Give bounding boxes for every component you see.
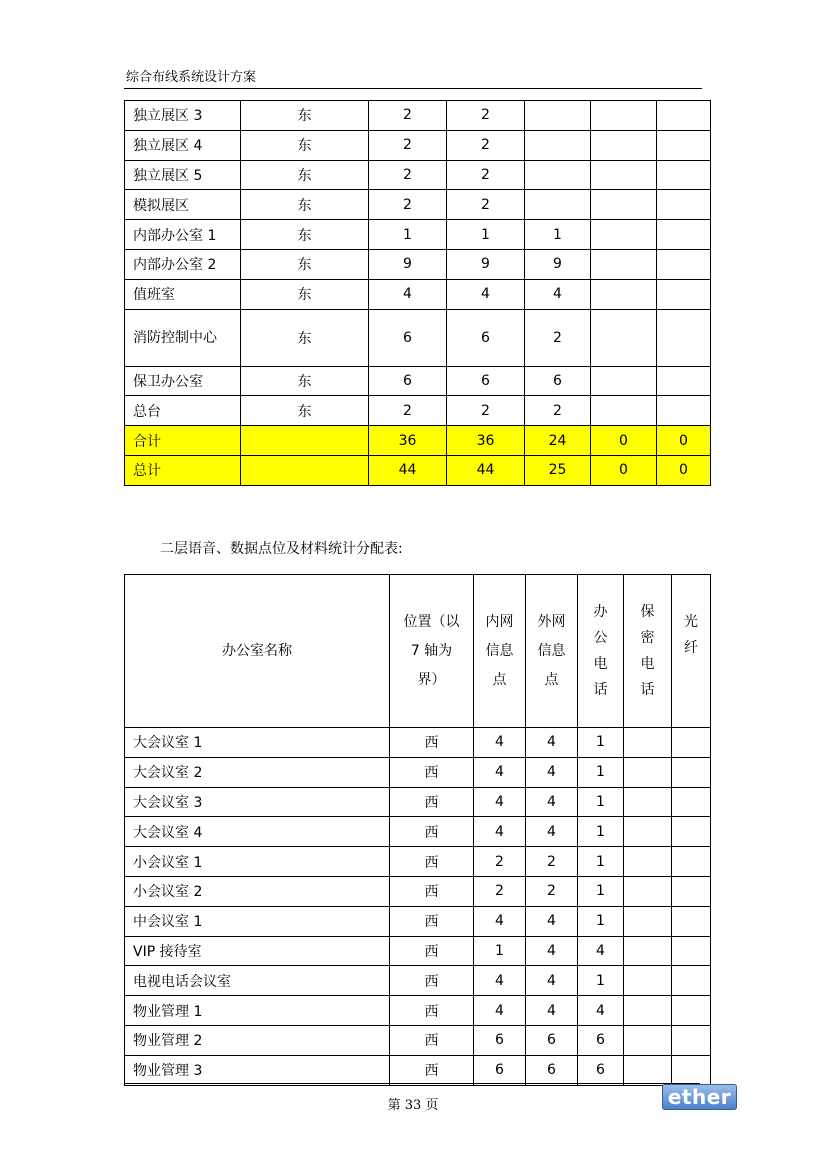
- value-cell: 4: [526, 817, 578, 847]
- row-label-cell: 独立展区 3: [125, 101, 241, 131]
- value-cell: 西: [390, 996, 474, 1026]
- table-row: [125, 160, 711, 190]
- value-cell: 1: [578, 787, 624, 817]
- table-row: [125, 757, 711, 787]
- row-label-cell: 物业管理 2: [125, 1025, 390, 1055]
- value-cell: [624, 787, 672, 817]
- value-cell: 西: [390, 1025, 474, 1055]
- value-cell: [657, 220, 711, 250]
- value-cell: [657, 190, 711, 220]
- value-cell: 1: [525, 220, 591, 250]
- value-cell: 6: [526, 1055, 578, 1085]
- table2-caption: 二层语音、数据点位及材料统计分配表:: [160, 541, 403, 557]
- table-row: [125, 817, 711, 847]
- value-cell: [672, 936, 711, 966]
- value-cell: [657, 396, 711, 426]
- row-label-cell: 模拟展区: [125, 190, 241, 220]
- value-cell: [591, 279, 657, 309]
- value-cell: 4: [525, 279, 591, 309]
- table-row: [125, 455, 711, 485]
- value-cell: 4: [526, 787, 578, 817]
- value-cell: 6: [369, 309, 447, 366]
- value-cell: 西: [390, 1055, 474, 1085]
- row-label-cell: 内部办公室 2: [125, 249, 241, 279]
- header-position: 位置（以 7 轴为 界）: [390, 575, 474, 728]
- value-cell: [624, 1055, 672, 1085]
- value-cell: 4: [578, 936, 624, 966]
- value-cell: 36: [369, 426, 447, 456]
- row-label-cell: 总台: [125, 396, 241, 426]
- value-cell: 1: [474, 936, 526, 966]
- value-cell: [672, 757, 711, 787]
- row-label-cell: 小会议室 1: [125, 847, 390, 877]
- value-cell: 东: [241, 309, 369, 366]
- value-cell: 2: [526, 876, 578, 906]
- value-cell: 4: [474, 728, 526, 758]
- row-label-cell: 独立展区 5: [125, 160, 241, 190]
- value-cell: [525, 130, 591, 160]
- value-cell: 1: [578, 906, 624, 936]
- value-cell: 东: [241, 279, 369, 309]
- value-cell: 西: [390, 906, 474, 936]
- value-cell: 6: [447, 366, 525, 396]
- table-row: [125, 220, 711, 250]
- value-cell: [624, 757, 672, 787]
- value-cell: [657, 279, 711, 309]
- value-cell: [591, 130, 657, 160]
- table-row: [125, 876, 711, 906]
- table-row: [125, 426, 711, 456]
- header-fiber: 光 纤: [672, 575, 711, 728]
- value-cell: [525, 101, 591, 131]
- value-cell: [241, 426, 369, 456]
- value-cell: [672, 966, 711, 996]
- value-cell: [624, 1025, 672, 1055]
- value-cell: [657, 101, 711, 131]
- row-label-cell: 物业管理 1: [125, 996, 390, 1026]
- value-cell: 36: [447, 426, 525, 456]
- value-cell: [591, 249, 657, 279]
- value-cell: [591, 160, 657, 190]
- floor1-points-table-continued: [124, 100, 711, 486]
- value-cell: 西: [390, 728, 474, 758]
- table-row: [125, 1025, 711, 1055]
- value-cell: [624, 728, 672, 758]
- value-cell: 4: [526, 996, 578, 1026]
- value-cell: [591, 366, 657, 396]
- row-label-cell: 物业管理 3: [125, 1055, 390, 1085]
- value-cell: 东: [241, 249, 369, 279]
- value-cell: 4: [526, 728, 578, 758]
- value-cell: 1: [578, 847, 624, 877]
- row-label-cell: VIP 接待室: [125, 936, 390, 966]
- value-cell: 4: [578, 996, 624, 1026]
- value-cell: 0: [657, 426, 711, 456]
- table-row: [125, 396, 711, 426]
- value-cell: 0: [591, 426, 657, 456]
- table-row: [125, 130, 711, 160]
- value-cell: 东: [241, 101, 369, 131]
- value-cell: 4: [369, 279, 447, 309]
- value-cell: [591, 309, 657, 366]
- value-cell: 2: [474, 847, 526, 877]
- value-cell: 1: [447, 220, 525, 250]
- value-cell: 6: [369, 366, 447, 396]
- row-label-cell: 值班室: [125, 279, 241, 309]
- value-cell: [657, 160, 711, 190]
- value-cell: 东: [241, 190, 369, 220]
- header-office-phone: 办 公 电 话: [578, 575, 624, 728]
- value-cell: 24: [525, 426, 591, 456]
- value-cell: 西: [390, 757, 474, 787]
- value-cell: 6: [578, 1055, 624, 1085]
- value-cell: 9: [369, 249, 447, 279]
- value-cell: 6: [525, 366, 591, 396]
- value-cell: [525, 190, 591, 220]
- value-cell: 44: [369, 455, 447, 485]
- value-cell: 0: [591, 455, 657, 485]
- value-cell: [591, 396, 657, 426]
- value-cell: [672, 817, 711, 847]
- value-cell: 25: [525, 455, 591, 485]
- value-cell: [624, 936, 672, 966]
- value-cell: 1: [578, 966, 624, 996]
- header-office-name: 办公室名称: [125, 575, 390, 728]
- value-cell: 2: [369, 160, 447, 190]
- value-cell: 2: [447, 396, 525, 426]
- value-cell: 6: [578, 1025, 624, 1055]
- value-cell: 2: [369, 101, 447, 131]
- row-label-cell: 电视电话会议室: [125, 966, 390, 996]
- value-cell: [591, 190, 657, 220]
- value-cell: 4: [526, 757, 578, 787]
- value-cell: [657, 309, 711, 366]
- value-cell: 9: [525, 249, 591, 279]
- row-label-cell: 消防控制中心: [125, 309, 241, 366]
- value-cell: [591, 101, 657, 131]
- value-cell: 1: [578, 817, 624, 847]
- row-label-cell: 保卫办公室: [125, 366, 241, 396]
- document-header-title: 综合布线系统设计方案: [126, 70, 257, 85]
- value-cell: 6: [474, 1055, 526, 1085]
- table-row: [125, 996, 711, 1026]
- value-cell: 西: [390, 787, 474, 817]
- value-cell: [624, 996, 672, 1026]
- value-cell: 4: [474, 996, 526, 1026]
- table-row: [125, 906, 711, 936]
- row-label-cell: 大会议室 2: [125, 757, 390, 787]
- value-cell: 4: [526, 966, 578, 996]
- value-cell: [657, 366, 711, 396]
- value-cell: 6: [447, 309, 525, 366]
- row-label-cell: 合计: [125, 426, 241, 456]
- value-cell: 2: [447, 101, 525, 131]
- ether-logo: ether: [662, 1084, 737, 1110]
- value-cell: 西: [390, 876, 474, 906]
- value-cell: 6: [526, 1025, 578, 1055]
- value-cell: 2: [447, 160, 525, 190]
- row-label-cell: 大会议室 4: [125, 817, 390, 847]
- row-label-cell: 中会议室 1: [125, 906, 390, 936]
- value-cell: [672, 847, 711, 877]
- table-row: [125, 101, 711, 131]
- value-cell: 6: [474, 1025, 526, 1055]
- table-row: [125, 249, 711, 279]
- value-cell: [624, 876, 672, 906]
- row-label-cell: 总计: [125, 455, 241, 485]
- row-label-cell: 小会议室 2: [125, 876, 390, 906]
- value-cell: [672, 787, 711, 817]
- value-cell: [657, 249, 711, 279]
- value-cell: 东: [241, 366, 369, 396]
- value-cell: 东: [241, 220, 369, 250]
- value-cell: 4: [526, 906, 578, 936]
- value-cell: [525, 160, 591, 190]
- value-cell: 4: [474, 787, 526, 817]
- value-cell: [672, 876, 711, 906]
- value-cell: [591, 220, 657, 250]
- value-cell: 西: [390, 936, 474, 966]
- value-cell: 4: [447, 279, 525, 309]
- value-cell: 4: [474, 966, 526, 996]
- value-cell: 2: [447, 190, 525, 220]
- table-row: [125, 309, 711, 366]
- value-cell: [624, 966, 672, 996]
- value-cell: 2: [369, 396, 447, 426]
- value-cell: 4: [474, 757, 526, 787]
- value-cell: [624, 847, 672, 877]
- table-row: [125, 847, 711, 877]
- value-cell: 2: [525, 396, 591, 426]
- header-internal-points: 内网 信息 点: [474, 575, 526, 728]
- value-cell: 2: [369, 190, 447, 220]
- value-cell: 4: [474, 817, 526, 847]
- row-label-cell: 内部办公室 1: [125, 220, 241, 250]
- value-cell: [672, 728, 711, 758]
- value-cell: 44: [447, 455, 525, 485]
- value-cell: [657, 130, 711, 160]
- value-cell: 2: [525, 309, 591, 366]
- value-cell: 2: [447, 130, 525, 160]
- value-cell: [672, 906, 711, 936]
- value-cell: [624, 906, 672, 936]
- value-cell: 1: [578, 757, 624, 787]
- value-cell: [672, 1055, 711, 1085]
- row-label-cell: 大会议室 3: [125, 787, 390, 817]
- table-row: [125, 787, 711, 817]
- value-cell: 2: [474, 876, 526, 906]
- table-row: [125, 936, 711, 966]
- value-cell: 东: [241, 396, 369, 426]
- value-cell: 1: [578, 728, 624, 758]
- header-secure-phone: 保 密 电 话: [624, 575, 672, 728]
- row-label-cell: 大会议室 1: [125, 728, 390, 758]
- floor2-points-table: [124, 574, 711, 1086]
- value-cell: 4: [526, 936, 578, 966]
- value-cell: 2: [369, 130, 447, 160]
- value-cell: 4: [474, 906, 526, 936]
- table-row: [125, 728, 711, 758]
- table-header-row: [125, 575, 711, 728]
- value-cell: 西: [390, 966, 474, 996]
- value-cell: 东: [241, 130, 369, 160]
- page-number: 第 33 页: [387, 1098, 439, 1113]
- value-cell: 西: [390, 847, 474, 877]
- table-row: [125, 190, 711, 220]
- header-rule: [124, 88, 702, 89]
- value-cell: [241, 455, 369, 485]
- header-external-points: 外网 信息 点: [526, 575, 578, 728]
- value-cell: 东: [241, 160, 369, 190]
- value-cell: 0: [657, 455, 711, 485]
- value-cell: [624, 817, 672, 847]
- value-cell: [672, 996, 711, 1026]
- value-cell: 1: [578, 876, 624, 906]
- table-row: [125, 279, 711, 309]
- row-label-cell: 独立展区 4: [125, 130, 241, 160]
- table-row: [125, 1055, 711, 1085]
- value-cell: 西: [390, 817, 474, 847]
- table-row: [125, 966, 711, 996]
- value-cell: 2: [526, 847, 578, 877]
- footer-rule: [124, 1083, 700, 1084]
- value-cell: [672, 1025, 711, 1055]
- table-row: [125, 366, 711, 396]
- value-cell: 9: [447, 249, 525, 279]
- value-cell: 1: [369, 220, 447, 250]
